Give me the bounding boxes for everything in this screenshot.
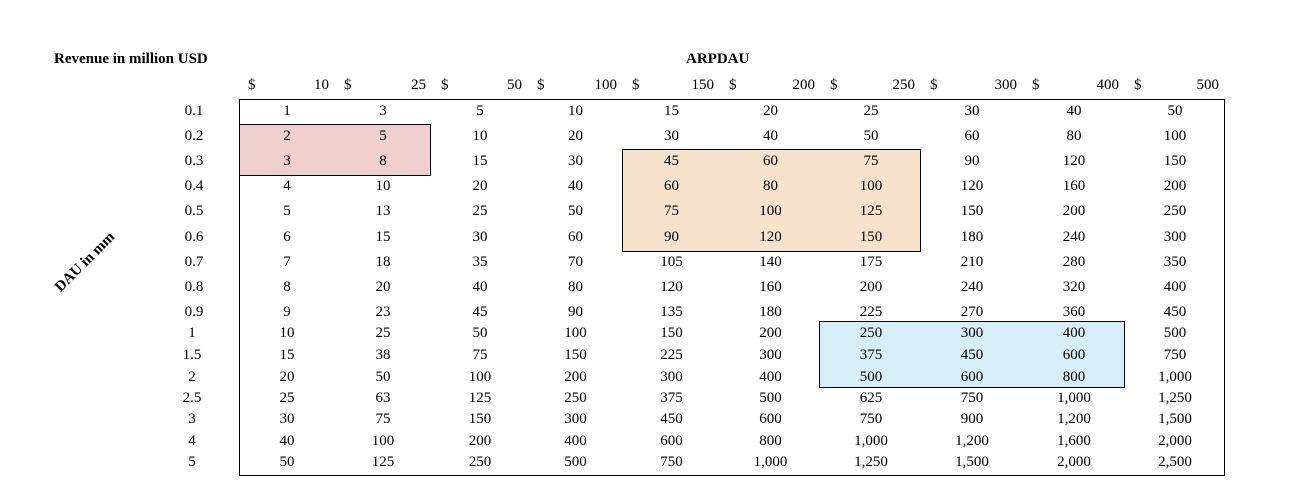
- table-cell: 150: [1163, 153, 1187, 169]
- table-cell: 175: [859, 254, 883, 270]
- currency-symbol: $: [830, 77, 838, 93]
- table-cell: 25: [863, 103, 879, 119]
- table-cell: 600: [759, 411, 782, 427]
- table-cell: 100: [859, 178, 883, 194]
- table-cell: 20: [568, 128, 583, 144]
- table-cell: 10: [568, 103, 583, 119]
- table-cell: 500: [564, 454, 587, 470]
- table-cell: 80: [568, 279, 583, 295]
- table-cell: 30: [664, 128, 679, 144]
- table-cell: 750: [660, 454, 683, 470]
- table-cell: 270: [960, 304, 984, 320]
- table-cell: 160: [759, 279, 782, 295]
- table-cell: 2,000: [1057, 454, 1091, 470]
- currency-symbol: $: [1134, 77, 1142, 93]
- table-cell: 120: [660, 279, 683, 295]
- table-cell: 200: [1163, 178, 1187, 194]
- table-cell: 30: [279, 411, 295, 427]
- table-cell: 1,200: [1057, 411, 1091, 427]
- table-cell: 1: [283, 103, 291, 119]
- table-cell: 250: [1163, 203, 1187, 219]
- table-cell: 600: [960, 369, 984, 385]
- table-cell: 500: [1163, 325, 1187, 341]
- table-cell: 800: [1062, 369, 1086, 385]
- row-label: 4: [188, 433, 196, 449]
- table-cell: 210: [960, 254, 984, 270]
- table-cell: 30: [472, 229, 488, 245]
- column-header: [344, 77, 426, 97]
- table-cell: 60: [964, 128, 980, 144]
- currency-symbol: $: [729, 77, 737, 93]
- table-cell: 60: [763, 153, 778, 169]
- table-cell: 10: [375, 178, 391, 194]
- row-label: 2.5: [182, 390, 202, 406]
- row-label: 0.9: [184, 304, 204, 320]
- table-cell: 450: [960, 347, 984, 363]
- table-cell: 250: [468, 454, 492, 470]
- table-cell: 800: [759, 433, 782, 449]
- table-cell: 5: [476, 103, 484, 119]
- table-cell: 300: [564, 411, 587, 427]
- table-cell: 125: [371, 454, 395, 470]
- column-header-value: 50: [507, 77, 522, 93]
- table-cell: 50: [279, 454, 295, 470]
- column-header: [729, 77, 815, 97]
- table-cell: 20: [375, 279, 391, 295]
- table-cell: 200: [759, 325, 782, 341]
- table-cell: 360: [1062, 304, 1086, 320]
- column-axis-title: ARPDAU: [686, 51, 750, 67]
- table-cell: 150: [468, 411, 492, 427]
- table-cell: 5: [283, 203, 291, 219]
- column-header-value: 250: [892, 77, 915, 93]
- column-header-value: 10: [314, 77, 329, 93]
- table-cell: 200: [564, 369, 587, 385]
- table-cell: 150: [859, 229, 883, 245]
- table-cell: 1,500: [955, 454, 989, 470]
- table-cell: 80: [1066, 128, 1082, 144]
- table-cell: 135: [660, 304, 683, 320]
- table-cell: 10: [279, 325, 295, 341]
- table-cell: 125: [468, 390, 492, 406]
- table-cell: 15: [664, 103, 679, 119]
- table-cell: 15: [472, 153, 488, 169]
- table-cell: 900: [960, 411, 984, 427]
- table-cell: 70: [568, 254, 583, 270]
- row-label: 0.7: [184, 254, 204, 270]
- table-cell: 750: [859, 411, 883, 427]
- table-cell: 60: [664, 178, 679, 194]
- table-cell: 240: [960, 279, 984, 295]
- table-cell: 45: [664, 153, 679, 169]
- table-cell: 300: [759, 347, 782, 363]
- table-cell: 400: [759, 369, 782, 385]
- table-cell: 75: [472, 347, 488, 363]
- table-cell: 250: [859, 325, 883, 341]
- table-cell: 10: [472, 128, 488, 144]
- table-cell: 100: [371, 433, 395, 449]
- table-cell: 25: [279, 390, 295, 406]
- table-cell: 20: [472, 178, 488, 194]
- table-cell: 90: [568, 304, 583, 320]
- table-cell: 1,250: [854, 454, 888, 470]
- table-cell: 15: [279, 347, 295, 363]
- table-cell: 140: [759, 254, 782, 270]
- table-cell: 200: [1062, 203, 1086, 219]
- table-cell: 600: [1062, 347, 1086, 363]
- column-header-value: 100: [594, 77, 617, 93]
- table-cell: 1,000: [753, 454, 788, 470]
- column-header-value: 200: [792, 77, 815, 93]
- column-header: [830, 77, 915, 97]
- table-cell: 90: [664, 229, 679, 245]
- column-header: [632, 77, 714, 97]
- table-cell: 600: [660, 433, 683, 449]
- table-cell: 40: [472, 279, 488, 295]
- table-cell: 2,000: [1158, 433, 1192, 449]
- table-cell: 100: [759, 203, 782, 219]
- table-cell: 3: [283, 153, 291, 169]
- table-cell: 375: [660, 390, 683, 406]
- table-cell: 160: [1062, 178, 1086, 194]
- table-cell: 75: [375, 411, 391, 427]
- row-label: 0.5: [184, 203, 204, 219]
- currency-symbol: $: [930, 77, 938, 93]
- table-cell: 450: [1163, 304, 1187, 320]
- table-cell: 38: [375, 347, 391, 363]
- table-cell: 75: [863, 153, 879, 169]
- row-label: 0.3: [184, 153, 204, 169]
- table-cell: 375: [859, 347, 883, 363]
- table-cell: 225: [660, 347, 683, 363]
- column-header-value: 150: [691, 77, 714, 93]
- column-header: [930, 77, 1017, 97]
- table-cell: 63: [375, 390, 391, 406]
- table-cell: 2: [283, 128, 291, 144]
- table-cell: 1,000: [1158, 369, 1192, 385]
- row-label: 0.8: [184, 279, 204, 295]
- table-cell: 1,250: [1158, 390, 1192, 406]
- table-cell: 400: [1062, 325, 1086, 341]
- table-cell: 120: [960, 178, 984, 194]
- table-cell: 1,600: [1057, 433, 1091, 449]
- column-header-value: 25: [411, 77, 426, 93]
- table-cell: 150: [564, 347, 587, 363]
- row-axis-title: DAU in mm: [52, 229, 119, 296]
- table-cell: 180: [960, 229, 984, 245]
- table-cell: 35: [472, 254, 488, 270]
- table-cell: 300: [660, 369, 683, 385]
- table-cell: 1,000: [854, 433, 888, 449]
- table-cell: 40: [568, 178, 583, 194]
- table-cell: 320: [1062, 279, 1086, 295]
- table-cell: 150: [960, 203, 984, 219]
- table-cell: 400: [1163, 279, 1187, 295]
- row-label: 0.6: [184, 229, 204, 245]
- table-cell: 1,000: [1057, 390, 1091, 406]
- table-cell: 625: [859, 390, 883, 406]
- column-header: [441, 77, 522, 97]
- table-cell: 25: [375, 325, 391, 341]
- table-cell: 9: [283, 304, 291, 320]
- table-cell: 23: [375, 304, 391, 320]
- row-label: 2: [188, 369, 196, 385]
- table-cell: 40: [1066, 103, 1082, 119]
- table-cell: 300: [960, 325, 984, 341]
- table-cell: 280: [1062, 254, 1086, 270]
- table-cell: 180: [759, 304, 782, 320]
- column-header: [537, 77, 617, 97]
- row-label: 1: [188, 325, 196, 341]
- table-cell: 750: [960, 390, 984, 406]
- table-cell: 50: [568, 203, 583, 219]
- table-cell: 250: [564, 390, 587, 406]
- table-cell: 2,500: [1158, 454, 1192, 470]
- column-header-value: 300: [994, 77, 1017, 93]
- table-cell: 150: [660, 325, 683, 341]
- table-cell: 8: [283, 279, 291, 295]
- table-cell: 100: [564, 325, 587, 341]
- row-label: 3: [188, 411, 196, 427]
- table-cell: 18: [375, 254, 391, 270]
- table-cell: 500: [759, 390, 782, 406]
- table-cell: 40: [763, 128, 778, 144]
- currency-symbol: $: [1032, 77, 1040, 93]
- currency-symbol: $: [441, 77, 449, 93]
- table-cell: 60: [568, 229, 583, 245]
- table-cell: 6: [283, 229, 291, 245]
- table-cell: 200: [468, 433, 492, 449]
- currency-symbol: $: [248, 77, 256, 93]
- column-header-value: 400: [1096, 77, 1119, 93]
- table-cell: 125: [859, 203, 883, 219]
- table-cell: 5: [379, 128, 387, 144]
- table-cell: 200: [859, 279, 883, 295]
- column-header: [1134, 77, 1219, 97]
- currency-symbol: $: [344, 77, 352, 93]
- row-label: 0.2: [184, 128, 204, 144]
- table-cell: 1,500: [1158, 411, 1192, 427]
- table-cell: 80: [763, 178, 778, 194]
- table-cell: 120: [759, 229, 782, 245]
- table-cell: 40: [279, 433, 295, 449]
- column-header: [1032, 77, 1119, 97]
- table-cell: 90: [964, 153, 980, 169]
- column-header-value: 500: [1196, 77, 1219, 93]
- table-cell: 45: [472, 304, 488, 320]
- table-cell: 450: [660, 411, 683, 427]
- table-cell: 120: [1062, 153, 1086, 169]
- row-label: 5: [188, 454, 196, 470]
- table-cell: 15: [375, 229, 391, 245]
- table-cell: 1,200: [955, 433, 989, 449]
- table-cell: 20: [763, 103, 778, 119]
- table-cell: 240: [1062, 229, 1086, 245]
- table-cell: 3: [379, 103, 387, 119]
- table-cell: 75: [664, 203, 679, 219]
- table-cell: 50: [1167, 103, 1183, 119]
- table-cell: 50: [472, 325, 488, 341]
- table-cell: 8: [379, 153, 387, 169]
- currency-symbol: $: [537, 77, 545, 93]
- row-label: 0.4: [184, 178, 204, 194]
- table-title: Revenue in million USD: [54, 51, 208, 67]
- table-cell: 7: [283, 254, 291, 270]
- currency-symbol: $: [632, 77, 640, 93]
- table-cell: 20: [279, 369, 295, 385]
- table-cell: 50: [375, 369, 391, 385]
- table-cell: 105: [660, 254, 683, 270]
- table-cell: 50: [863, 128, 879, 144]
- table-cell: 225: [859, 304, 883, 320]
- table-cell: 750: [1163, 347, 1187, 363]
- table-cell: 100: [1163, 128, 1187, 144]
- table-cell: 30: [568, 153, 583, 169]
- table-cell: 13: [375, 203, 391, 219]
- table-cell: 400: [564, 433, 587, 449]
- table-cell: 300: [1163, 229, 1187, 245]
- table-cell: 500: [859, 369, 883, 385]
- table-cell: 25: [472, 203, 488, 219]
- column-header: [248, 77, 329, 97]
- table-cell: 350: [1163, 254, 1187, 270]
- table-cell: 100: [468, 369, 492, 385]
- table-cell: 4: [283, 178, 291, 194]
- row-label: 1.5: [182, 347, 202, 363]
- table-cell: 30: [964, 103, 980, 119]
- row-label: 0.1: [184, 103, 204, 119]
